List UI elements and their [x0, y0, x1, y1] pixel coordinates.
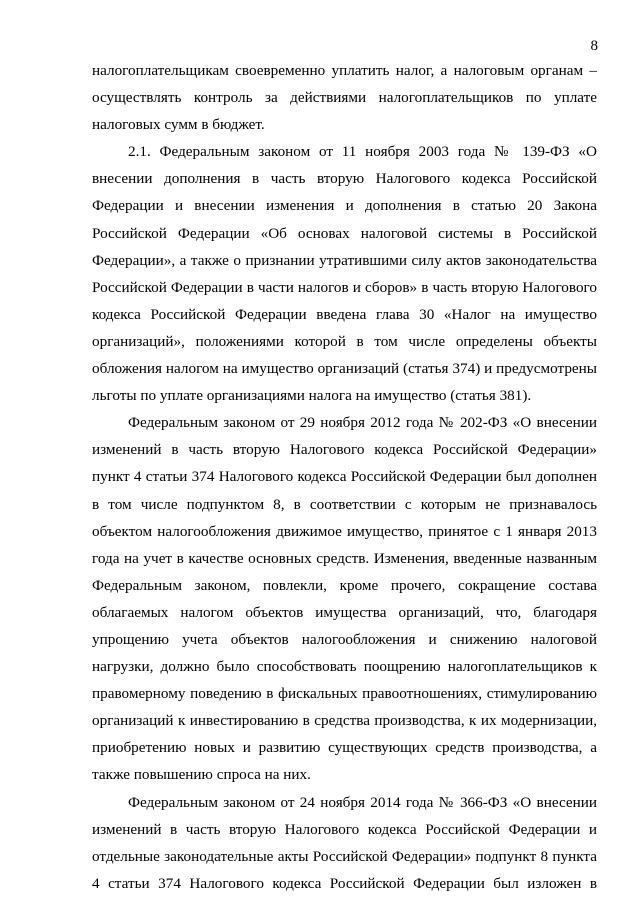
- text-line: приобретению новых и развитию существующих средств производства, а: [92, 739, 597, 757]
- text-line: внесении дополнения в часть вторую Налогового кодекса Российской: [92, 170, 597, 188]
- text-line: правомерному поведению в фискальных правоотношениях, стимулированию: [92, 685, 597, 703]
- text-line: изменений в часть вторую Налогового кодекса Российской Федерации»: [92, 441, 597, 459]
- text-line: осуществлять контроль за действиями налогоплательщиков по уплате: [92, 89, 597, 107]
- text-line: налоговых сумм в бюджет.: [92, 116, 265, 134]
- text-line: налогоплательщикам своевременно уплатить налог, а налоговым органам –: [92, 62, 597, 79]
- paragraph-law-366: [92, 789, 597, 897]
- text-line: 2.1. Федеральным законом от 11 ноября 2003 года № 139-ФЗ «О: [128, 143, 597, 161]
- text-line: 4 статьи 374 Налогового кодекса Российской Федерации был изложен в: [92, 874, 597, 892]
- text-line: нагрузки, должно было способствовать поощрению налогоплательщиков к: [92, 658, 597, 676]
- text-line: организаций к инвестированию в средства производства, к их модернизации,: [92, 712, 597, 730]
- text-line: организаций», положениями которой в том числе определены объекты: [92, 332, 597, 350]
- text-line: изменений в часть вторую Налогового кодекса Российской Федерации и: [92, 820, 597, 838]
- text-line: отдельные законодательные акты Российской Федерации» подпункт 8 пункта: [92, 847, 597, 865]
- text-line: года на учет в качестве основных средств. Изменения, введенные названным: [92, 549, 597, 567]
- paragraph-continuation: [92, 57, 597, 138]
- document-body: [92, 57, 597, 897]
- text-line: Федеральным законом от 29 ноября 2012 года № 202-ФЗ «О внесении: [128, 414, 597, 432]
- page-number: 8: [590, 38, 598, 54]
- text-line: также повышению спроса на них.: [92, 766, 311, 784]
- text-line: Российской Федерации в части налогов и сборов» в часть вторую Налогового: [92, 278, 597, 296]
- text-line: облагаемых налогом объектов имущества организаций, что, благодаря: [92, 603, 597, 621]
- text-line: обложения налогом на имущество организаций (статья 374) и предусмотрены: [92, 360, 597, 378]
- text-line: пункт 4 статьи 374 Налогового кодекса Российской Федерации был дополнен: [92, 468, 597, 486]
- paragraph-law-202: [92, 409, 597, 788]
- text-line: в том числе подпунктом 8, в соответствии с которым не признавалось: [92, 495, 597, 513]
- text-line: Федерации», а также о признании утратившими силу актов законодательства: [92, 251, 597, 269]
- text-line: Российской Федерации «Об основах налоговой системы в Российской: [92, 224, 597, 242]
- text-line: кодекса Российской Федерации введена глава 30 «Налог на имущество: [92, 305, 597, 323]
- paragraph-2-1: [92, 138, 597, 409]
- text-line: Федеральным законом, повлекли, кроме прочего, сокращение состава: [92, 576, 597, 594]
- text-line: Федеральным законом от 24 ноября 2014 года № 366-ФЗ «О внесении: [128, 793, 597, 811]
- text-line: объектом налогообложения движимое имущество, принятое с 1 января 2013: [92, 522, 597, 540]
- text-line: льготы по уплате организациями налога на имущество (статья 381).: [92, 387, 532, 405]
- text-line: Федерации и внесении изменения и дополнения в статью 20 Закона: [92, 197, 597, 215]
- text-line: упрощению учета объектов налогообложения и снижению налоговой: [92, 630, 597, 648]
